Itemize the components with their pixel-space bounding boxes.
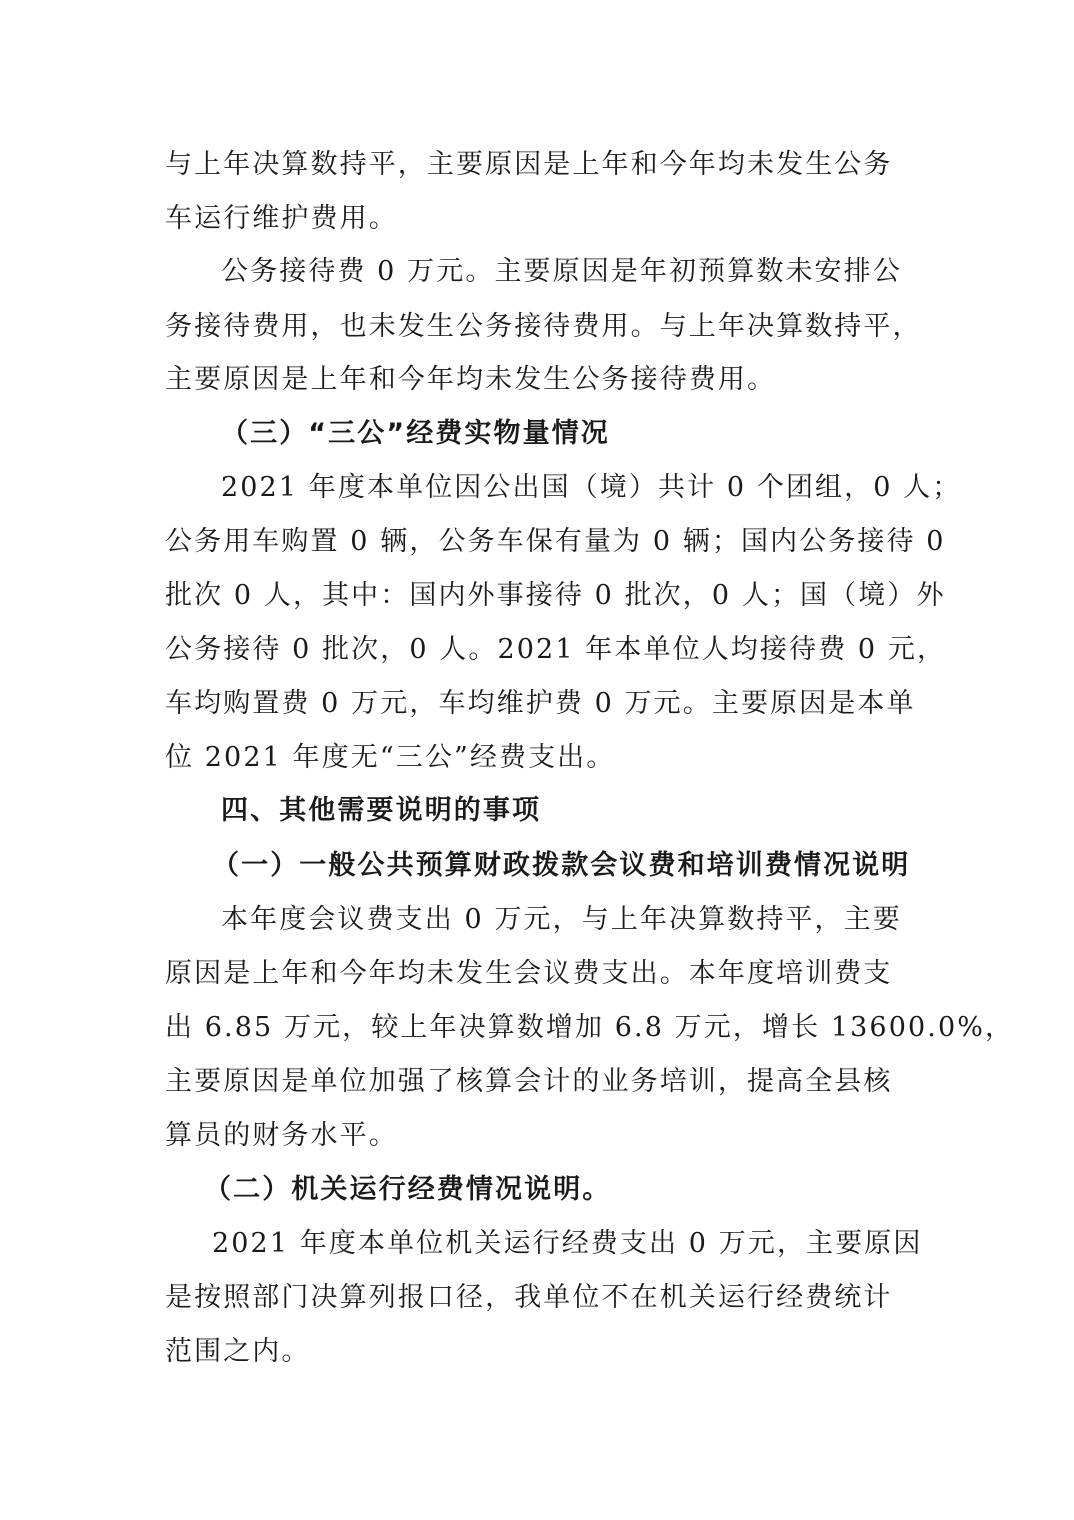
body-text-line: 车均购置费 0 万元，车均维护费 0 万元。主要原因是本单 xyxy=(165,688,916,719)
body-text-line: 算员的财务水平。 xyxy=(165,1120,398,1151)
subsection-heading-2: （二）机关运行经费情况说明。 xyxy=(204,1174,612,1205)
body-text-line: 出 6.85 万元，较上年决算数增加 6.8 万元，增长 13600.0%， xyxy=(165,1012,1015,1043)
paragraph-first-line: 2021 年度本单位因公出国（境）共计 0 个团组，0 人； xyxy=(221,472,962,503)
body-text-line: 车运行维护费用。 xyxy=(165,203,398,234)
subsection-heading-3: （三）“三公”经费实物量情况 xyxy=(221,418,610,449)
body-text-line: 原因是上年和今年均未发生会议费支出。本年度培训费支 xyxy=(165,958,893,989)
subsection-heading-1: （一）一般公共预算财政拨款会议费和培训费情况说明 xyxy=(212,850,911,881)
body-text-line: 公务接待 0 批次，0 人。2021 年本单位人均接待费 0 元， xyxy=(165,634,947,665)
body-text-line: 务接待费用，也未发生公务接待费用。与上年决算数持平， xyxy=(165,311,922,342)
body-text-line: 主要原因是单位加强了核算会计的业务培训，提高全县核 xyxy=(165,1066,893,1097)
body-text-line: 是按照部门决算列报口径，我单位不在机关运行经费统计 xyxy=(165,1282,893,1313)
paragraph-first-line: 本年度会议费支出 0 万元，与上年决算数持平，主要 xyxy=(221,904,902,935)
body-text-line: 公务用车购置 0 辆，公务车保有量为 0 辆；国内公务接待 0 xyxy=(165,526,946,557)
paragraph-first-line: 公务接待费 0 万元。主要原因是年初预算数未安排公 xyxy=(221,256,902,287)
body-text-line: 主要原因是上年和今年均未发生公务接待费用。 xyxy=(165,364,777,395)
section-heading-4: 四、其他需要说明的事项 xyxy=(221,795,542,826)
body-text-line: 范围之内。 xyxy=(165,1336,311,1367)
body-text-line: 位 2021 年度无“三公”经费支出。 xyxy=(165,742,616,773)
body-text-line: 与上年决算数持平，主要原因是上年和今年均未发生公务 xyxy=(165,149,893,180)
body-text-line: 批次 0 人，其中：国内外事接待 0 批次，0 人；国（境）外 xyxy=(165,580,946,611)
paragraph-first-line: 2021 年度本单位机关运行经费支出 0 万元，主要原因 xyxy=(212,1228,923,1259)
